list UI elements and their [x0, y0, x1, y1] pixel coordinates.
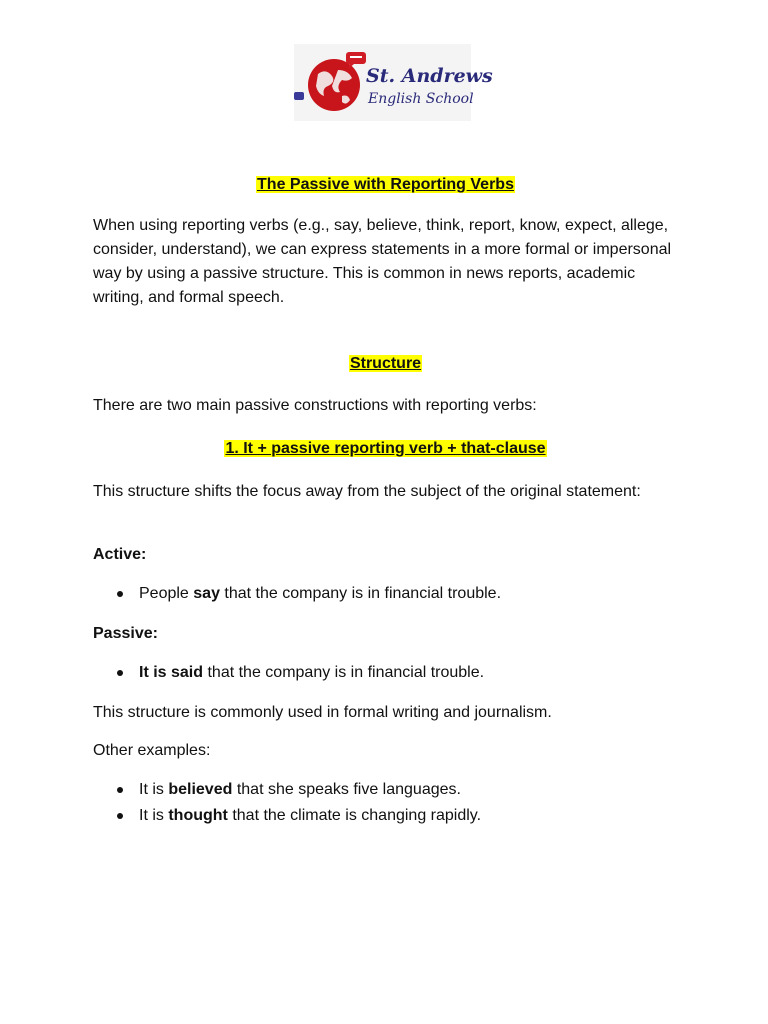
- flag-icon: [294, 92, 304, 100]
- other-examples-list: [93, 777, 678, 829]
- passive-label: Passive:: [93, 625, 158, 642]
- title-highlight: The Passive with Reporting Verbs: [257, 176, 514, 193]
- list-item: People say that the company is in financial trouble.: [93, 581, 678, 607]
- intro-paragraph: When using reporting verbs (e.g., say, believe, think, report, know, expect, allege, consider, understand), we can express statements in a more formal or impersonal way by using a passive structure. This is common in news reports, academic writing, and formal speech.: [93, 217, 672, 306]
- page-title: [93, 173, 678, 197]
- construction-description: This structure shifts the focus away from the subject of the original statement:: [93, 483, 641, 500]
- logo-title: St. Andrews: [366, 65, 493, 87]
- construction-heading-text: 1. It + passive reporting verb + that-clause: [225, 440, 546, 457]
- structure-heading-text: Structure: [349, 355, 422, 372]
- structure-intro: There are two main passive constructions with reporting verbs:: [93, 397, 537, 414]
- structure-heading: [93, 352, 678, 376]
- usage-note: This structure is commonly used in formal writing and journalism.: [93, 704, 552, 721]
- other-examples-label: Other examples:: [93, 742, 211, 759]
- logo-subtitle: English School: [368, 91, 474, 107]
- list-item: It is believed that she speaks five languages.: [93, 777, 678, 803]
- school-logo: [294, 44, 493, 121]
- passive-list: [93, 660, 678, 686]
- active-label: Active:: [93, 546, 147, 563]
- active-list: [93, 581, 678, 607]
- list-item: It is thought that the climate is changing rapidly.: [93, 803, 678, 829]
- list-item: It is said that the company is in financial trouble.: [93, 660, 678, 686]
- construction-heading: [93, 437, 678, 461]
